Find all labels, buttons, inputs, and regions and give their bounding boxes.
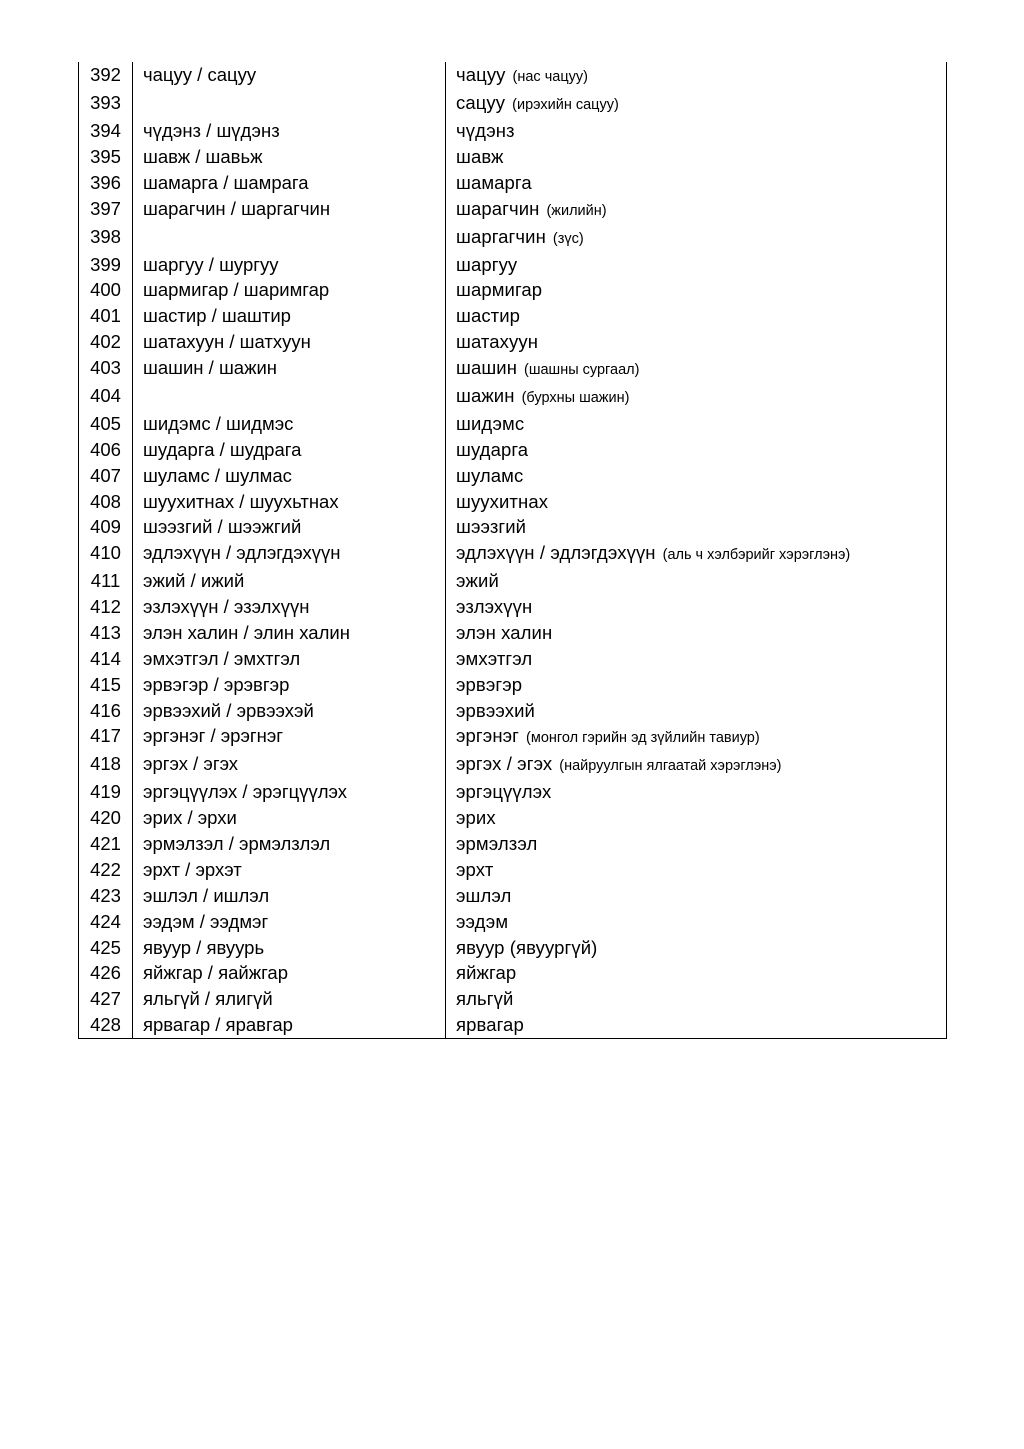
- standard-spelling: явуур (явуургүй): [456, 936, 598, 958]
- standard-spelling-cell: [446, 540, 947, 568]
- standard-spelling-cell: [446, 883, 947, 909]
- row-number: 420: [79, 805, 133, 831]
- row-number: 410: [79, 540, 133, 568]
- table-row: [79, 411, 947, 437]
- variant-spellings: шуухитнах / шуухьтнах: [133, 489, 446, 515]
- standard-spelling: эрвээхий: [456, 699, 535, 721]
- table-row: [79, 986, 947, 1012]
- usage-note: (шашны сургаал): [524, 362, 640, 379]
- row-number: 421: [79, 831, 133, 857]
- variant-spellings: эрих / эрхи: [133, 805, 446, 831]
- row-number: 417: [79, 723, 133, 751]
- variant-spellings: эдлэхүүн / эдлэгдэхүүн: [133, 540, 446, 568]
- standard-spelling: эргэцүүлэх: [456, 781, 552, 803]
- standard-spelling-cell: [446, 1012, 947, 1038]
- standard-spelling: чацуу: [456, 64, 506, 85]
- variant-spellings: эрвээхий / эрвээхэй: [133, 698, 446, 724]
- standard-spelling-cell: [446, 751, 947, 779]
- standard-spelling-cell: [446, 986, 947, 1012]
- row-number: 414: [79, 646, 133, 672]
- row-number: 398: [79, 224, 133, 252]
- variant-spellings: эргэцүүлэх / эрэгцүүлэх: [133, 779, 446, 805]
- variant-spellings: эмхэтгэл / эмхтгэл: [133, 646, 446, 672]
- row-number: 395: [79, 144, 133, 170]
- variant-spellings: эрхт / эрхэт: [133, 857, 446, 883]
- variant-spellings: эжий / ижий: [133, 568, 446, 594]
- standard-spelling: эрхт: [456, 859, 494, 881]
- usage-note: (нас чацуу): [512, 69, 588, 85]
- standard-spelling-cell: [446, 779, 947, 805]
- table-row: [79, 620, 947, 646]
- table-row: [79, 568, 947, 594]
- standard-spelling: эмхэтгэл: [456, 647, 533, 669]
- standard-spelling-cell: [446, 170, 947, 196]
- variant-spellings: эрмэлзэл / эрмэлзлэл: [133, 831, 446, 857]
- table-row: [79, 909, 947, 935]
- table-row: [79, 831, 947, 857]
- variant-spellings: чацуу / сацуу: [133, 62, 446, 90]
- standard-spelling: шашин: [456, 357, 518, 379]
- standard-spelling-cell: [446, 383, 947, 411]
- standard-spelling: эжий: [456, 570, 499, 592]
- row-number: 419: [79, 779, 133, 805]
- standard-spelling-cell: [446, 514, 947, 540]
- row-number: 404: [79, 383, 133, 411]
- row-number: 407: [79, 463, 133, 489]
- table-body: [79, 62, 947, 1039]
- table-row: [79, 857, 947, 883]
- standard-spelling: эрвэгэр: [456, 673, 523, 695]
- row-number: 418: [79, 751, 133, 779]
- table-row: [79, 355, 947, 383]
- row-number: 400: [79, 277, 133, 303]
- variant-spellings: шуламс / шулмас: [133, 463, 446, 489]
- standard-spelling-cell: [446, 935, 947, 961]
- standard-spelling-cell: [446, 857, 947, 883]
- standard-spelling: шуламс: [456, 464, 524, 486]
- standard-spelling: эргэнэг: [456, 725, 520, 747]
- variant-spellings: шармигар / шаримгар: [133, 277, 446, 303]
- table-row: [79, 723, 947, 751]
- table-row: [79, 935, 947, 961]
- row-number: 397: [79, 196, 133, 224]
- row-number: 408: [79, 489, 133, 515]
- table-row: [79, 540, 947, 568]
- table-row: [79, 960, 947, 986]
- standard-spelling-cell: [446, 489, 947, 515]
- standard-spelling: шударга: [456, 438, 529, 460]
- table-row: [79, 62, 947, 90]
- table-row: [79, 277, 947, 303]
- table-row: [79, 883, 947, 909]
- standard-spelling: эдлэхүүн / эдлэгдэхүүн: [456, 542, 656, 564]
- table-row: [79, 303, 947, 329]
- variant-spellings: шаргуу / шургуу: [133, 252, 446, 278]
- table-row: [79, 118, 947, 144]
- standard-spelling: чүдэнз: [456, 120, 515, 141]
- table-row: [79, 383, 947, 411]
- row-number: 394: [79, 118, 133, 144]
- variant-spellings: эзлэхүүн / эзэлхүүн: [133, 594, 446, 620]
- table-row: [79, 698, 947, 724]
- variant-spellings: шамарга / шамрага: [133, 170, 446, 196]
- standard-spelling: шавж: [456, 145, 504, 167]
- table-row: [79, 144, 947, 170]
- standard-spelling: шээзгий: [456, 516, 527, 538]
- table-row: [79, 196, 947, 224]
- standard-spelling-cell: [446, 463, 947, 489]
- standard-spelling-cell: [446, 831, 947, 857]
- standard-spelling: эзлэхүүн: [456, 596, 533, 618]
- variant-spellings: ярвагар / яравгар: [133, 1012, 446, 1038]
- table-row: [79, 805, 947, 831]
- standard-spelling: эрих: [456, 807, 496, 829]
- variant-spellings: шашин / шажин: [133, 355, 446, 383]
- standard-spelling: шармигар: [456, 279, 543, 301]
- standard-spelling: шажин: [456, 385, 515, 407]
- row-number: 392: [79, 62, 133, 90]
- standard-spelling-cell: [446, 646, 947, 672]
- row-number: 412: [79, 594, 133, 620]
- row-number: 396: [79, 170, 133, 196]
- table-row: [79, 751, 947, 779]
- variant-spellings: шастир / шаштир: [133, 303, 446, 329]
- standard-spelling: эшлэл: [456, 884, 512, 906]
- standard-spelling: шуухитнах: [456, 490, 549, 512]
- standard-spelling-cell: [446, 672, 947, 698]
- standard-spelling-cell: [446, 620, 947, 646]
- table-row: [79, 329, 947, 355]
- standard-spelling-cell: [446, 144, 947, 170]
- table-row: [79, 90, 947, 118]
- variant-spellings: шарагчин / шаргагчин: [133, 196, 446, 224]
- standard-spelling-cell: [446, 277, 947, 303]
- standard-spelling: шатахуун: [456, 331, 539, 353]
- standard-spelling-cell: [446, 805, 947, 831]
- standard-spelling-cell: [446, 698, 947, 724]
- row-number: 411: [79, 568, 133, 594]
- standard-spelling: сацуу: [456, 92, 506, 113]
- standard-spelling: эрмэлзэл: [456, 833, 538, 855]
- spelling-table-page: [78, 62, 946, 1039]
- table-row: [79, 1012, 947, 1038]
- standard-spelling-cell: [446, 568, 947, 594]
- variant-spellings: эргэх / эгэх: [133, 751, 446, 779]
- row-number: 403: [79, 355, 133, 383]
- row-number: 416: [79, 698, 133, 724]
- usage-note: (бурхны шажин): [521, 390, 630, 407]
- standard-spelling: яйжгар: [456, 962, 517, 984]
- row-number: 401: [79, 303, 133, 329]
- variant-spellings: эшлэл / ишлэл: [133, 883, 446, 909]
- table-row: [79, 463, 947, 489]
- row-number: 423: [79, 883, 133, 909]
- row-number: 406: [79, 437, 133, 463]
- variant-spellings: ээдэм / ээдмэг: [133, 909, 446, 935]
- standard-spelling-cell: [446, 594, 947, 620]
- table-row: [79, 437, 947, 463]
- variant-spellings: явуур / явуурь: [133, 935, 446, 961]
- usage-note: (жилийн): [546, 202, 607, 219]
- row-number: 428: [79, 1012, 133, 1038]
- usage-note: (монгол гэрийн эд зүйлийн тавиур): [526, 730, 760, 747]
- row-number: 426: [79, 960, 133, 986]
- table-row: [79, 489, 947, 515]
- standard-spelling-cell: [446, 118, 947, 144]
- row-number: 424: [79, 909, 133, 935]
- row-number: 405: [79, 411, 133, 437]
- spelling-table: [78, 62, 947, 1039]
- table-row: [79, 170, 947, 196]
- table-row: [79, 672, 947, 698]
- standard-spelling-cell: [446, 196, 947, 224]
- row-number: 409: [79, 514, 133, 540]
- variant-spellings: [133, 383, 446, 411]
- row-number: 413: [79, 620, 133, 646]
- standard-spelling: элэн халин: [456, 622, 553, 644]
- standard-spelling-cell: [446, 62, 947, 90]
- standard-spelling-cell: [446, 411, 947, 437]
- table-row: [79, 252, 947, 278]
- variant-spellings: шидэмс / шидмэс: [133, 411, 446, 437]
- usage-note: (аль ч хэлбэрийг хэрэглэнэ): [662, 547, 851, 564]
- standard-spelling: эргэх / эгэх: [456, 753, 553, 775]
- row-number: 427: [79, 986, 133, 1012]
- usage-note: (зүс): [552, 230, 584, 247]
- standard-spelling: яльгүй: [456, 988, 514, 1010]
- standard-spelling: шаргуу: [456, 253, 518, 275]
- variant-spellings: шатахуун / шатхуун: [133, 329, 446, 355]
- table-row: [79, 514, 947, 540]
- table-row: [79, 224, 947, 252]
- standard-spelling: шарагчин: [456, 197, 540, 219]
- standard-spelling: шаргагчин: [456, 225, 546, 247]
- table-row: [79, 594, 947, 620]
- usage-note: (ирэхийн сацуу): [512, 97, 619, 113]
- standard-spelling-cell: [446, 303, 947, 329]
- standard-spelling-cell: [446, 960, 947, 986]
- variant-spellings: [133, 224, 446, 252]
- variant-spellings: яльгүй / ялигүй: [133, 986, 446, 1012]
- standard-spelling-cell: [446, 909, 947, 935]
- variant-spellings: эргэнэг / эрэгнэг: [133, 723, 446, 751]
- standard-spelling: ярвагар: [456, 1014, 524, 1036]
- row-number: 425: [79, 935, 133, 961]
- usage-note: (найруулгын ялгаатай хэрэглэнэ): [559, 758, 782, 775]
- standard-spelling-cell: [446, 437, 947, 463]
- table-row: [79, 779, 947, 805]
- standard-spelling: шамарга: [456, 171, 532, 193]
- row-number: 422: [79, 857, 133, 883]
- variant-spellings: эрвэгэр / эрэвгэр: [133, 672, 446, 698]
- standard-spelling-cell: [446, 224, 947, 252]
- standard-spelling: шидэмс: [456, 413, 525, 435]
- variant-spellings: элэн халин / элин халин: [133, 620, 446, 646]
- standard-spelling-cell: [446, 90, 947, 118]
- standard-spelling: шастир: [456, 305, 521, 327]
- variant-spellings: чүдэнз / шүдэнз: [133, 118, 446, 144]
- row-number: 399: [79, 252, 133, 278]
- variant-spellings: яйжгар / яайжгар: [133, 960, 446, 986]
- standard-spelling-cell: [446, 329, 947, 355]
- row-number: 402: [79, 329, 133, 355]
- standard-spelling-cell: [446, 355, 947, 383]
- variant-spellings: шээзгий / шээжгий: [133, 514, 446, 540]
- row-number: 415: [79, 672, 133, 698]
- row-number: 393: [79, 90, 133, 118]
- standard-spelling: ээдэм: [456, 910, 509, 932]
- variant-spellings: [133, 90, 446, 118]
- table-row: [79, 646, 947, 672]
- variant-spellings: шударга / шудрага: [133, 437, 446, 463]
- variant-spellings: шавж / шавьж: [133, 144, 446, 170]
- standard-spelling-cell: [446, 252, 947, 278]
- standard-spelling-cell: [446, 723, 947, 751]
